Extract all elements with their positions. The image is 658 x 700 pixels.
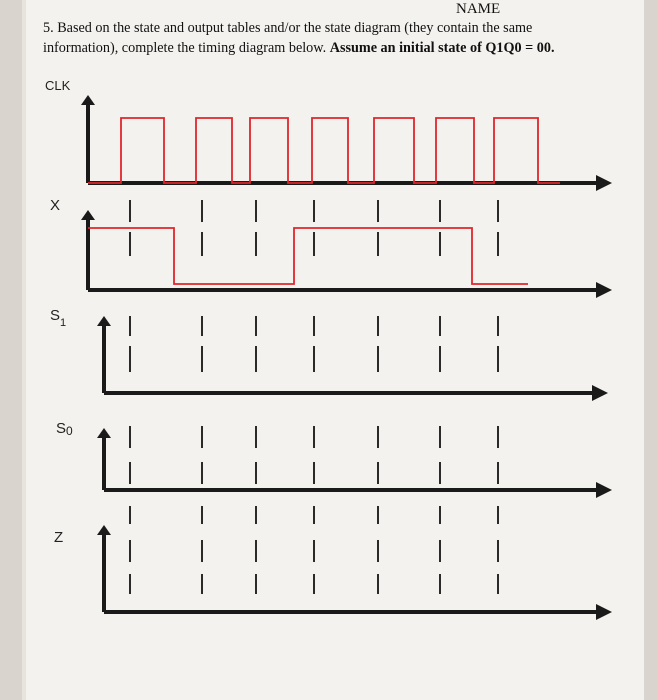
s1-label-subscript: 1 [60,317,67,329]
question-line-1: 5. Based on the state and output tables and/or the state diagram (they contain the same [43,20,533,36]
s0-label-subscript: 0 [66,424,73,438]
x-label: X [50,197,61,214]
z-label: Z [54,529,64,546]
question-line-2-text: information), complete the timing diagram below. [43,40,330,56]
s1-label-main: S [50,307,61,324]
name-label: NAME [456,1,501,17]
question-line-2 [43,40,555,56]
clk-label: CLK [45,78,71,93]
paper-sheet [22,0,644,700]
paper-shadow [22,0,26,700]
s0-label-main: S [56,420,67,437]
initial-state-note: Assume an initial state of Q1Q0 = 00. [329,40,555,56]
